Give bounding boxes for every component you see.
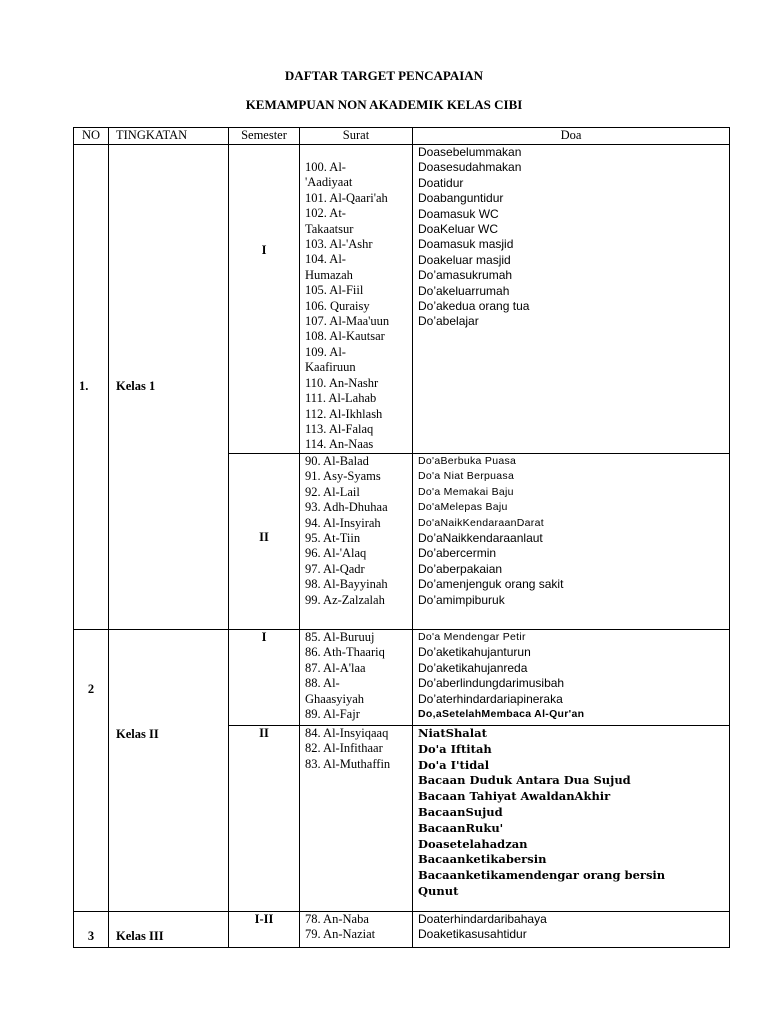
doa-item: Doasetelahadzan <box>418 836 528 851</box>
doa-item: DoaKeluar WC <box>418 222 499 237</box>
surat-item: 88. Al- <box>305 676 340 691</box>
doa-list <box>413 726 730 912</box>
level-name: Kelas 1 <box>109 145 229 630</box>
doa-list <box>413 912 730 948</box>
doa-item: Do’aberlindungdarimusibah <box>418 676 565 691</box>
doa-item: Do’akedua orang tua <box>418 299 530 314</box>
row-number: 2 <box>74 630 109 912</box>
surat-item: Kaafiruun <box>305 360 356 375</box>
doa-item: Do'aMelepas Baju <box>418 501 508 514</box>
doa-item: Doaketikasusahtidur <box>418 927 527 942</box>
semester-label: I <box>229 145 300 454</box>
surat-item: 79. An-Naziat <box>305 927 376 942</box>
surat-list <box>300 630 413 726</box>
doa-item: Qunut <box>418 883 459 898</box>
row-number: 3 <box>74 912 109 948</box>
header-surat: Surat <box>300 128 413 145</box>
doa-item: Do'a Memakai Baju <box>418 485 514 498</box>
table-header-row <box>74 128 730 145</box>
doa-item: Bacaanketikamendengar orang bersin <box>418 868 666 883</box>
doa-item: Do'aBerbuka Puasa <box>418 455 517 467</box>
surat-item: 106. Quraisy <box>305 298 370 313</box>
surat-item: 103. Al-'Ashr <box>305 237 373 252</box>
surat-list <box>300 454 413 630</box>
header-semester: Semester <box>229 128 300 145</box>
doa-item: Doasebelummakan <box>418 145 522 159</box>
table-row <box>74 145 730 454</box>
surat-item: 109. Al- <box>305 344 346 359</box>
surat-list <box>300 726 413 912</box>
table-row <box>74 630 730 726</box>
doa-item: Do'a I'tidal <box>418 757 490 772</box>
doa-item: Bacaan Duduk Antara Dua Sujud <box>418 773 631 788</box>
surat-item: 93. Adh-Dhuhaa <box>305 500 388 515</box>
doa-item: Do'a Niat Berpuasa <box>418 470 515 483</box>
doa-list <box>413 630 730 726</box>
doa-item: Doabanguntidur <box>418 191 504 206</box>
surat-item: 110. An-Nashr <box>305 375 379 390</box>
doa-item: Do’abelajar <box>418 314 479 329</box>
doa-item: Do’aNaikkendaraanlaut <box>418 531 543 546</box>
surat-item: Takaatsur <box>305 221 354 236</box>
doa-list <box>413 454 730 630</box>
surat-item: 113. Al-Falaq <box>305 421 374 436</box>
surat-item: Humazah <box>305 267 353 282</box>
table-row <box>74 912 730 948</box>
doa-item: Doamasuk WC <box>418 206 499 221</box>
doa-item: Do’aberpakaian <box>418 561 503 576</box>
surat-item: 86. Ath-Thaariq <box>305 645 385 660</box>
doa-item: Do’aketikahujanreda <box>418 660 528 675</box>
doa-item: Do'aNaikKendaraanDarat <box>418 516 544 529</box>
doa-item: Doamasuk masjid <box>418 237 514 252</box>
surat-item: 82. Al-Infithaar <box>305 741 383 756</box>
doa-item: Doasesudahmakan <box>418 160 522 175</box>
row-number: 1. <box>74 145 109 630</box>
surat-item: Ghaasyiyah <box>305 691 365 706</box>
doa-item: BacaanSujud <box>418 804 503 819</box>
surat-item: 111. Al-Lahab <box>305 391 377 406</box>
surat-item: 85. Al-Buruuj <box>305 630 375 644</box>
level-name: Kelas II <box>109 630 229 912</box>
surat-item: 91. Asy-Syams <box>305 469 381 484</box>
surat-item: 'Aadiyaat <box>305 175 353 190</box>
surat-list <box>300 145 413 454</box>
semester-label: II <box>229 726 300 912</box>
document-subtitle: KEMAMPUAN NON AKADEMIK KELAS CIBI <box>245 97 523 112</box>
surat-item: 87. Al-A'laa <box>305 660 366 675</box>
doa-item: Do'a Iftitah <box>418 741 492 756</box>
doa-item: Do’amasukrumah <box>418 268 513 283</box>
surat-item: 114. An-Naas <box>305 437 374 452</box>
doa-item: Do'a Mendengar Petir <box>418 631 526 643</box>
doa-item: Doatidur <box>418 175 464 190</box>
doa-list <box>413 145 730 454</box>
doa-item: NiatShalat <box>418 726 487 740</box>
surat-item: 104. Al- <box>305 252 346 267</box>
doa-item: Do’aterhindardariapineraka <box>418 691 563 706</box>
doa-item: BacaanRuku' <box>418 820 504 835</box>
doa-item: Do’amimpiburuk <box>418 592 505 607</box>
surat-item: 95. At-Tiin <box>305 531 361 546</box>
header-no: NO <box>74 128 109 145</box>
surat-item: 107. Al-Maa'uun <box>305 314 390 329</box>
surat-item: 101. Al-Qaari'ah <box>305 190 388 205</box>
surat-item: 90. Al-Balad <box>305 454 369 468</box>
semester-label: I <box>229 630 300 726</box>
surat-item: 96. Al-'Alaq <box>305 546 367 561</box>
doa-item: Do’akeluarrumah <box>418 283 510 298</box>
surat-item: 92. Al-Lail <box>305 484 360 499</box>
document-title: DAFTAR TARGET PENCAPAIAN <box>284 68 484 83</box>
surat-item: 112. Al-Ikhlash <box>305 406 383 421</box>
surat-item: 83. Al-Muthaffin <box>305 756 391 771</box>
surat-item: 100. Al- <box>305 160 346 174</box>
doa-item: Bacaanketikabersin <box>418 852 547 867</box>
surat-item: 94. Al-Insyirah <box>305 515 381 530</box>
surat-item: 97. Al-Qadr <box>305 561 365 576</box>
doa-item: Do’aketikahujanturun <box>418 645 531 660</box>
surat-item: 105. Al-Fiil <box>305 283 364 298</box>
surat-list <box>300 912 413 948</box>
target-table <box>73 127 730 948</box>
doa-item: Do’abercermin <box>418 546 497 561</box>
semester-label: I-II <box>229 912 300 948</box>
semester-label: II <box>229 454 300 630</box>
doa-item: Doaterhindardaribahaya <box>418 912 547 926</box>
surat-item: 84. Al-Insyiqaaq <box>305 726 389 740</box>
surat-item: 102. At- <box>305 206 346 221</box>
surat-item: 78. An-Naba <box>305 912 369 926</box>
surat-item: 98. Al-Bayyinah <box>305 577 388 592</box>
doa-item: Do,aSetelahMembaca Al-Qur'an <box>418 708 585 721</box>
level-name: Kelas III <box>109 912 229 948</box>
surat-item: 108. Al-Kautsar <box>305 329 385 344</box>
header-doa: Doa <box>413 128 730 145</box>
header-tingkatan: TINGKATAN <box>109 128 229 145</box>
doa-item: Bacaan Tahiyat AwaldanAkhir <box>418 789 611 804</box>
surat-item: 89. Al-Fajr <box>305 707 360 722</box>
doa-item: Doakeluar masjid <box>418 252 511 267</box>
surat-item: 99. Az-Zalzalah <box>305 592 385 607</box>
doa-item: Do’amenjenguk orang sakit <box>418 577 564 592</box>
